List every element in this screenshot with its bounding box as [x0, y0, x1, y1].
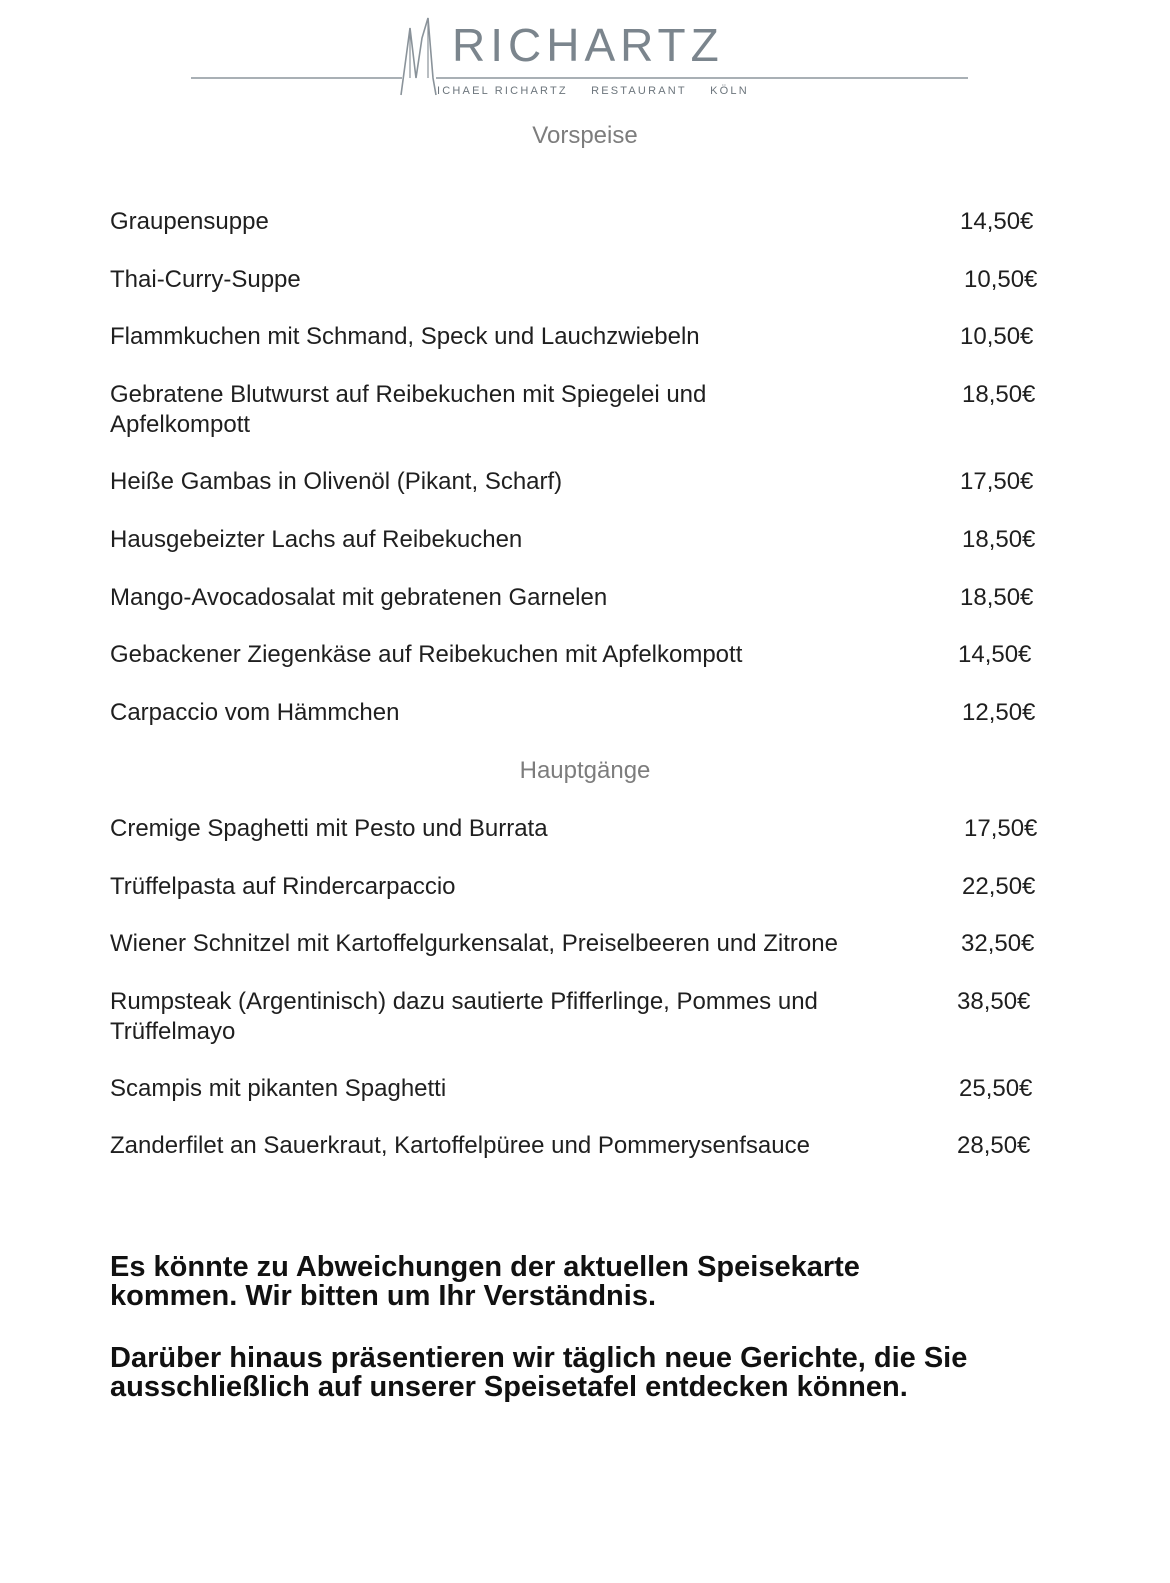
menu-item [110, 467, 1050, 497]
notice-daily-specials: Darüber hinaus präsentieren wir täglich neue Gerichte, die Sie ausschließlich auf unserer Speisetafel entdecken können. [110, 1342, 968, 1403]
menu-item-name: Heiße Gambas in Olivenöl (Pikant, Scharf) [110, 468, 563, 495]
menu-item-name: Zanderfilet an Sauerkraut, Kartoffelpüree und Pommerysenfsauce [110, 1132, 810, 1159]
menu-item-price: 18,50€ [962, 381, 1036, 408]
menu-item-name: Gebackener Ziegenkäse auf Reibekuchen mit Apfelkompott [110, 641, 743, 668]
menu-item [110, 929, 1050, 959]
menu-item-price: 18,50€ [962, 526, 1036, 553]
menu-item-name: Gebratene Blutwurst auf Reibekuchen mit Spiegelei und Apfelkompott [110, 381, 707, 438]
menu-item [110, 872, 1050, 902]
menu-item-price: 18,50€ [960, 584, 1034, 611]
menu-item [110, 1074, 1050, 1104]
logo-subline [437, 84, 767, 98]
menu-item [110, 265, 1050, 295]
restaurant-logo [0, 0, 1170, 110]
menu-item-price: 10,50€ [960, 323, 1034, 350]
menu-item-price: 10,50€ [964, 266, 1038, 293]
menu-item-price: 25,50€ [959, 1075, 1033, 1102]
section-title-vorspeise: Vorspeise [532, 122, 638, 149]
menu-item [110, 207, 1050, 237]
logo-subline-restaurant: RESTAURANT [591, 85, 687, 97]
notice-menu-deviations: Es könnte zu Abweichungen der aktuellen Speisekarte kommen. Wir bitten um Ihr Verständnis. [110, 1251, 860, 1312]
logo-subline-name: ICHAEL RICHARTZ [437, 85, 568, 97]
menu-item-name: Scampis mit pikanten Spaghetti [110, 1075, 447, 1102]
menu-item-price: 17,50€ [964, 815, 1038, 842]
logo-name: RICHARTZ [452, 19, 724, 71]
menu-item-name: Mango-Avocadosalat mit gebratenen Garnelen [110, 584, 608, 611]
menu-item [110, 1131, 1050, 1161]
menu-item-price: 14,50€ [960, 208, 1034, 235]
menu-item [110, 322, 1050, 352]
menu-item-name: Flammkuchen mit Schmand, Speck und Lauchzwiebeln [110, 323, 700, 350]
menu-item-name: Cremige Spaghetti mit Pesto und Burrata [110, 815, 548, 842]
menu-item-name: Hausgebeizter Lachs auf Reibekuchen [110, 526, 523, 553]
menu-item [110, 814, 1050, 844]
menu-item [110, 380, 1050, 440]
menu-item-price: 32,50€ [961, 930, 1035, 957]
menu-item-name: Wiener Schnitzel mit Kartoffelgurkensalat, Preiselbeeren und Zitrone [110, 930, 838, 957]
menu-item [110, 583, 1050, 613]
menu-item-name: Rumpsteak (Argentinisch) dazu sautierte Pfifferlinge, Pommes und Trüffelmayo [110, 988, 818, 1045]
menu-item [110, 987, 1050, 1047]
menu-item-name: Trüffelpasta auf Rindercarpaccio [110, 873, 456, 900]
menu-item-price: 17,50€ [960, 468, 1034, 495]
menu-item [110, 525, 1050, 555]
menu-item-name: Thai-Curry-Suppe [110, 266, 301, 293]
menu-item-price: 38,50€ [957, 988, 1031, 1015]
logo-subline-city: KÖLN [710, 85, 749, 97]
menu-item-name: Graupensuppe [110, 208, 269, 235]
menu-item-price: 22,50€ [962, 873, 1036, 900]
menu-item-price: 14,50€ [958, 641, 1032, 668]
menu-item-price: 28,50€ [957, 1132, 1031, 1159]
menu-item-price: 12,50€ [962, 699, 1036, 726]
menu-item [110, 698, 1050, 728]
menu-item-name: Carpaccio vom Hämmchen [110, 699, 400, 726]
menu-item [110, 640, 1050, 670]
section-title-hauptgaenge: Hauptgänge [519, 757, 651, 784]
